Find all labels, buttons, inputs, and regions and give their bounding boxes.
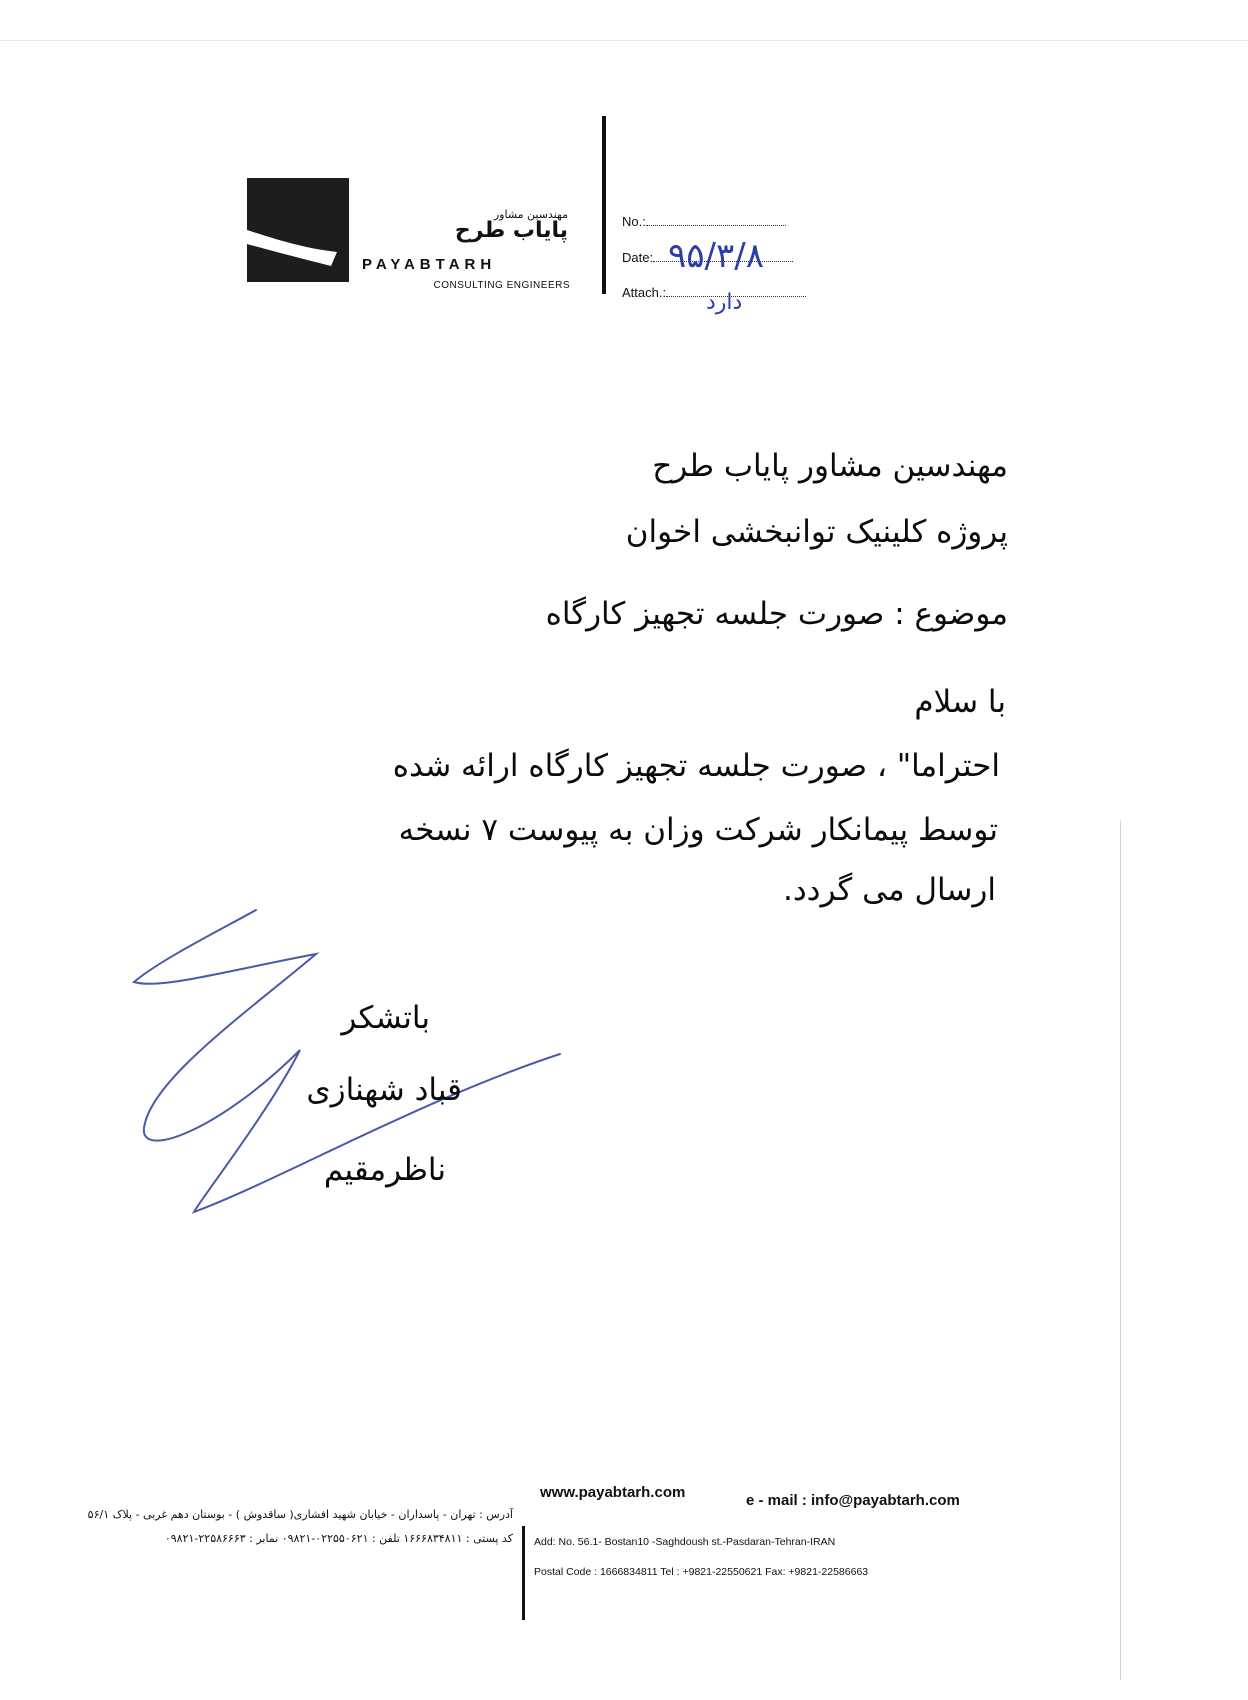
- ref-date-label: Date:: [622, 250, 654, 265]
- body-line: احتراما" ، صورت جلسه تجهیز کارگاه ارائه شده: [392, 748, 1000, 784]
- body-line: ارسال می گردد.: [782, 872, 996, 908]
- ref-number-row: [622, 214, 786, 229]
- header-divider: [602, 116, 606, 294]
- footer-contact-en: Postal Code : 1666834811 Tel : +9821-22550621 Fax: +9821-22586663: [534, 1566, 869, 1578]
- brand-subtitle: CONSULTING ENGINEERS: [433, 280, 570, 291]
- recipient: مهندسین مشاور پایاب طرح: [652, 448, 1008, 484]
- scan-edge-top: [0, 40, 1248, 41]
- ref-number-label: No.:: [622, 214, 646, 229]
- subject-line: موضوع : صورت جلسه تجهیز کارگاه: [545, 596, 1008, 632]
- footer-contact-fa: کد پستی : ۱۶۶۶۸۳۴۸۱۱ تلفن : ۰۲۲۵۵۰۶۲۱-۰۹۸۲۱ نمابر : ۲۲۵۸۶۶۶۳-۰۹۸۲۱: [164, 1532, 513, 1545]
- footer-address-en: Add: No. 56.1- Bostan10 -Saghdoush st.-Pasdaran-Tehran-IRAN: [534, 1536, 836, 1548]
- signer-name: قباد شهنازی: [306, 1072, 462, 1108]
- signer-role: ناظرمقیم: [323, 1152, 446, 1188]
- handwritten-date: ۹۵/۳/۸: [668, 236, 764, 276]
- greeting: با سلام: [914, 684, 1006, 720]
- payabtarh-logo-icon: [247, 178, 349, 282]
- handwritten-attach: دارد: [706, 290, 743, 315]
- ref-attach-label: Attach.:: [622, 285, 667, 300]
- closing: باتشکر: [341, 1000, 430, 1036]
- footer-address-fa: آدرس : تهران - پاسداران - خیابان شهید افشاری( ساقدوش ) - بوستان دهم غربی - پلاک ۵۶/۱: [87, 1508, 513, 1521]
- brand-name-en: PAYABTARH: [362, 256, 497, 273]
- brand-name-fa: پایاب طرح: [454, 218, 568, 243]
- ref-number-line: [646, 215, 786, 226]
- body-line: توسط پیمانکار شرکت وزان به پیوست ۷ نسخه: [398, 812, 998, 848]
- project-line: پروژه کلینیک توانبخشی اخوان: [625, 514, 1008, 550]
- scan-edge-right: [1120, 820, 1121, 1680]
- footer-divider: [522, 1526, 525, 1620]
- footer-website: www.payabtarh.com: [540, 1484, 686, 1501]
- brand-small-fa: مهندسین مشاور: [493, 208, 568, 221]
- footer-email: e - mail : info@payabtarh.com: [746, 1492, 960, 1509]
